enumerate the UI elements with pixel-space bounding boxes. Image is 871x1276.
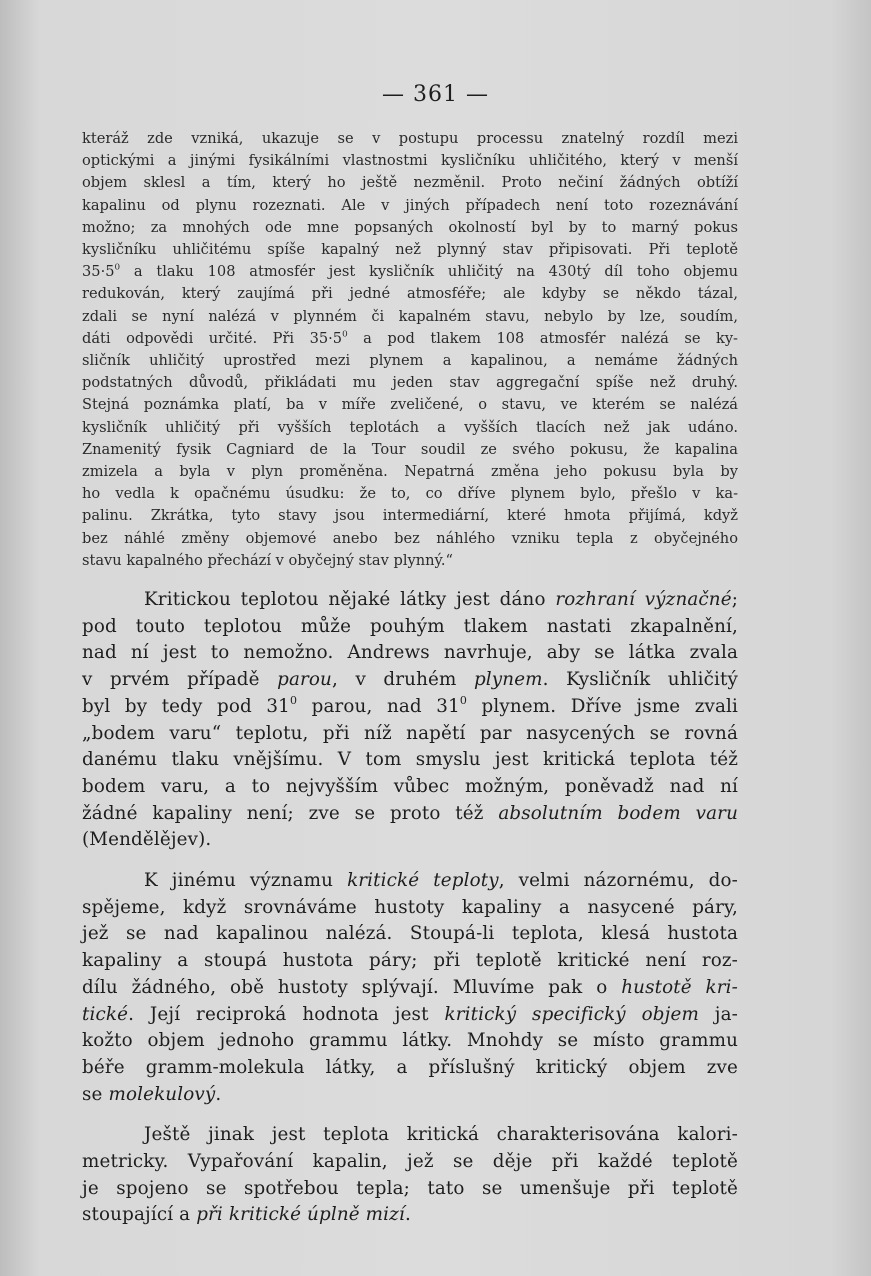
text-line: metricky. Vypařování kapalin, jež se děje při každé teplotě	[82, 1151, 738, 1173]
text-line: Kritickou teplotou nějaké látky jest dáno rozhraní význačné;	[144, 589, 739, 610]
quote-line: objem sklesl a tím, který ho ještě nezměnil. Proto nečiní žádných obtíží	[82, 174, 738, 192]
text-line: dílu žádného, obě hustoty splývají. Mluvíme pak o hustotě kri-	[82, 976, 738, 998]
quote-line: kysličníku uhličitému spíše kapalný než plynný stav připisovati. Při teplotě	[82, 241, 738, 259]
paragraph-critical-temperature	[82, 587, 738, 854]
text-line: kapaliny a stoupá hustota páry; při teplotě kritické není roz-	[82, 950, 738, 972]
main-text	[82, 587, 738, 1243]
text-line: béře gramm-molekula látky, a příslušný kritický objem zve	[82, 1056, 738, 1078]
quote-line: Znamenitý fysik Cagniard de la Tour soudil ze svého pokusu, že kapalina	[82, 440, 738, 458]
text-line: pod touto teplotou může pouhým tlakem nastati zkapalnění,	[82, 615, 738, 637]
quote-line: sličník uhličitý uprostřed mezi plynem a kapalinou, a nemáme žádných	[82, 352, 738, 370]
text-line: byl by tedy pod $31^0$ parou, nad $31^0$ plynem. Dříve jsme zvali	[82, 693, 738, 717]
quote-line: bez náhlé změny objemové anebo bez náhlého vzniku tepla z obyčejného	[82, 529, 738, 547]
text-line: jež se nad kapalinou nalézá. Stoupá-li teplota, klesá hustota	[82, 923, 738, 945]
text-line: danému tlaku vnějšímu. V tom smyslu jest kritická teplota též	[82, 749, 738, 771]
paragraph-critical-density	[82, 868, 738, 1108]
quote-line: Stejná poznámka platí, ba v míře zveličené, o stavu, ve kterém se nalézá	[82, 396, 738, 414]
text-line: je spojeno se spotřebou tepla; tato se umenšuje při teplotě	[82, 1177, 738, 1199]
quote-line: zdali se nyní nalézá v plynném či kapalném stavu, nebylo by lze, soudím,	[82, 307, 738, 325]
text-line: tické. Její reciproká hodnota jest kritický specifický objem ja-	[82, 1003, 739, 1025]
text-line: bodem varu, a to nejvyšším vůbec možným, poněvadž nad ní	[82, 775, 738, 797]
quote-line: zmizela a byla v plyn proměněna. Nepatrná změna jeho pokusu byla by	[82, 463, 738, 481]
text-line: v prvém případě parou, v druhém plynem. Kysličník uhličitý	[82, 669, 738, 691]
quote-line: palinu. Zkrátka, tyto stavy jsou intermediární, které hmota přijímá, když	[82, 507, 738, 525]
quote-line: $35\cdot 5^0$ a tlaku 108 atmosfér jest kysličník uhličitý na 430tý díl toho objemu	[82, 262, 738, 281]
quote-line: kapalinu od plynu rozeznati. Ale v jiných případech není toto rozeznávání	[82, 196, 738, 214]
text-line: stoupající a při kritické úplně mizí.	[82, 1204, 411, 1226]
paragraph-calorimetric	[82, 1122, 738, 1229]
text-line: kožto objem jednoho grammu látky. Mnohdy se místo grammu	[82, 1030, 738, 1052]
quote-line: kysličník uhličitý při vyšších teplotách a vyšších tlacích než jak udáno.	[82, 418, 738, 436]
text-line: spějeme, když srovnáváme hustoty kapaliny a nasycené páry,	[82, 896, 738, 918]
text-line: žádné kapaliny není; zve se proto též absolutním bodem varu	[82, 802, 738, 824]
quote-line: kteráž zde vzniká, ukazuje se v postupu processu znatelný rozdíl mezi	[82, 130, 738, 147]
quote-line: redukován, který zaujímá při jedné atmosféře; ale kdyby se někdo tázal,	[82, 285, 738, 303]
quote-line: ho vedla k opačnému úsudku: že to, co dříve plynem bylo, přešlo v ka-	[82, 485, 738, 503]
quote-line: podstatných důvodů, přikládati mu jeden stav aggregační spíše než druhý.	[82, 374, 738, 392]
text-line: Ještě jinak jest teplota kritická charakterisována kalori-	[144, 1124, 738, 1146]
quote-line: stavu kapalného přechází v obyčejný stav plynný.“	[82, 551, 453, 569]
page-number: — 361 —	[382, 82, 489, 107]
text-line: (Mendělějev).	[82, 829, 212, 851]
quote-line: optickými a jinými fysikálními vlastnostmi kysličníku uhličitého, který v menší	[82, 152, 738, 170]
text-line: nad ní jest to nemožno. Andrews navrhuje, aby se látka zvala	[82, 642, 738, 664]
text-line: se molekulový.	[82, 1083, 222, 1105]
quoted-passage	[82, 128, 738, 572]
quote-line: možno; za mnohých ode mne popsaných okolností byl by to marný pokus	[82, 218, 738, 236]
quote-line: dáti odpovědi určité. Při $35\cdot 5^0$ a pod tlakem 108 atmosfér nalézá se ky-	[82, 329, 738, 347]
text-line: „bodem varu“ teplotu, při níž napětí par nasycených se rovná	[82, 722, 738, 744]
text-line: K jinému významu kritické teploty, velmi názornému, do-	[144, 870, 738, 892]
